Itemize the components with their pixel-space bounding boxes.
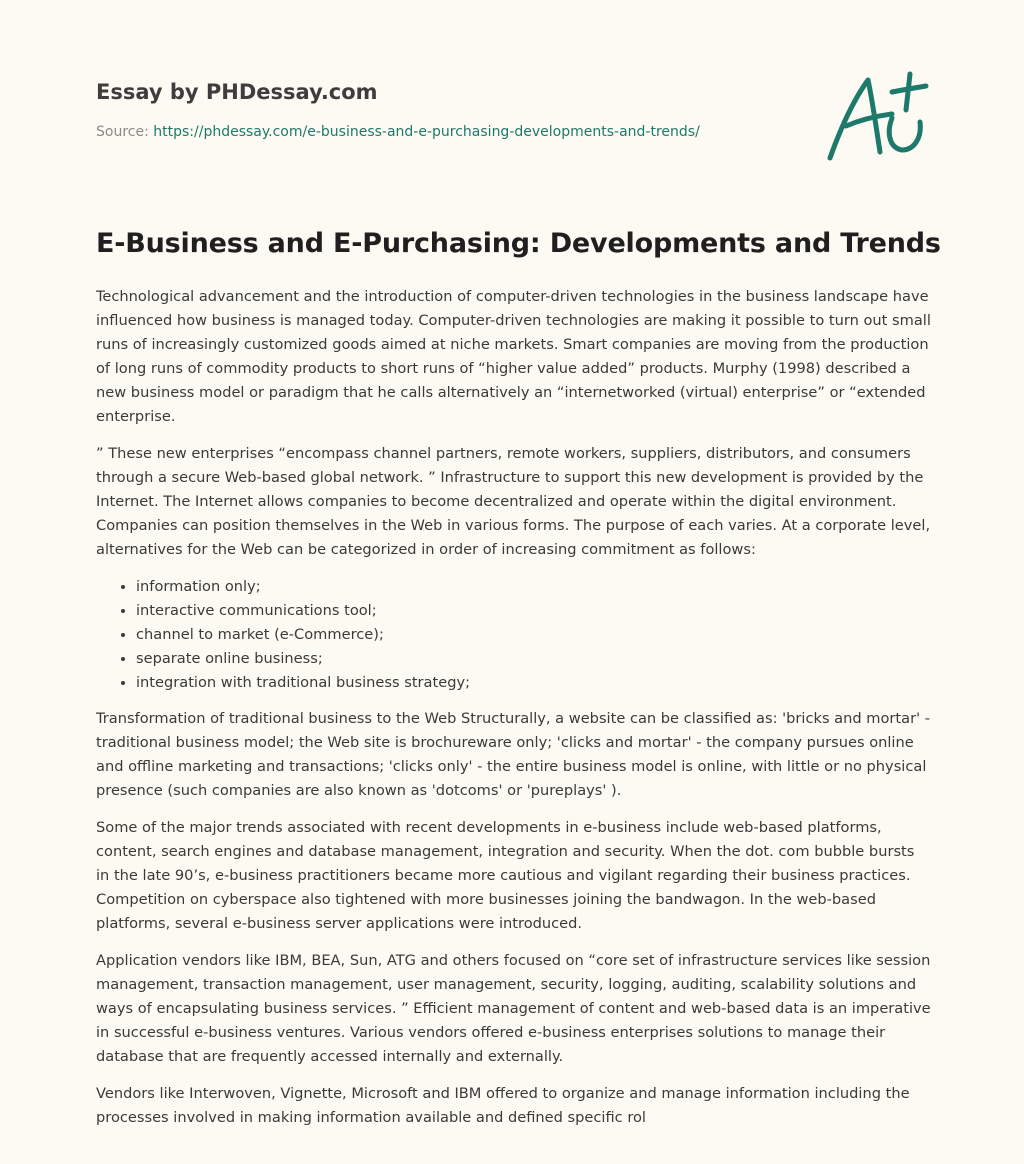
brand-title: Essay by PHDessay.com [96, 80, 378, 104]
paragraph: Application vendors like IBM, BEA, Sun, ATG and others focused on “core set of infrastructure services like session management, transaction management, user management, security, logging, auditing, scalability solutions and ways of encapsulating business services. ” Efficient management of content and web-based data is an imperative in successful e-business ventures. Various vendors offered e-business enterprises solutions to manage their database that are frequently accessed internally and externally. [96, 952, 931, 1065]
list-item: • separate online business; [136, 647, 932, 671]
list-item: • channel to market (e-Commerce); [136, 623, 932, 647]
list-item: • interactive communications tool; [136, 599, 932, 623]
list-item: • integration with traditional business strategy; [136, 671, 932, 695]
paragraph: Technological advancement and the introduction of computer-driven technologies in the business landscape have influenced how business is managed today. Computer-driven technologies are making it possible to turn out small runs of increasingly customized goods aimed at niche markets. Smart companies are moving from the production of long runs of commodity products to short runs of “higher value added” products. Murphy (1998) described a new business model or paradigm that he calls alternatively an “internetworked (virtual) enterprise” or “extended enterprise. [96, 288, 931, 425]
source-link[interactable]: https://phdessay.com/e-business-and-e-purchasing-developments-and-trends/ [153, 124, 700, 140]
paragraph: Transformation of traditional business to the Web Structurally, a website can be classified as: 'bricks and mortar' - traditional business model; the Web site is brochureware only; 'clicks and mortar' - the company pursues online and offline marketing and transactions; 'clicks only' - the entire business model is online, with little or no physical presence (such companies are also known as 'dotcoms' or 'pureplays' ). [96, 710, 931, 799]
paragraph: Vendors like Interwoven, Vignette, Microsoft and IBM offered to organize and manage information including the processes involved in making information available and defined specific rol [96, 1085, 910, 1126]
paragraph: Some of the major trends associated with recent developments in e-business include web-based platforms, content, search engines and database management, integration and security. When the dot. com bubble bursts in the late 90’s, e-business practitioners became more cautious and vigilant regarding their business practices. Competition on cyberspace also tightened with more businesses joining the bandwagon. In the web-based platforms, several e-business server applications were introduced. [96, 819, 915, 932]
a-plus-icon [826, 68, 932, 164]
article-body [96, 285, 932, 1143]
commitment-list [96, 575, 932, 695]
list-item: • information only; [136, 575, 932, 599]
source-label: Source: [96, 124, 149, 140]
paragraph: ” These new enterprises “encompass channel partners, remote workers, suppliers, distributors, and consumers through a secure Web-based global network. ” Infrastructure to support this new development is provided by the Internet. The Internet allows companies to become decentralized and operate within the digital environment. Companies can position themselves in the Web in various forms. The purpose of each varies. At a corporate level, alternatives for the Web can be categorized in order of increasing commitment as follows: [96, 445, 931, 558]
source-line [96, 124, 700, 140]
page-title: E-Business and E-Purchasing: Developments and Trends [96, 228, 941, 259]
